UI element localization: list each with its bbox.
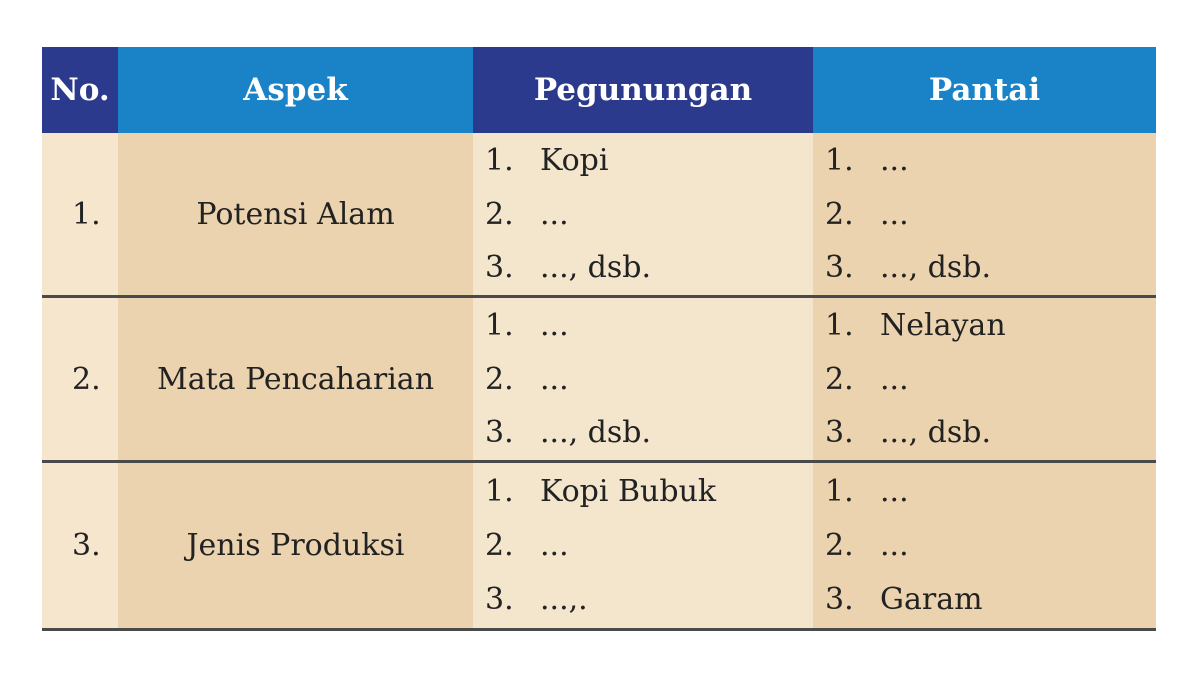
list-item: 2. ... xyxy=(485,361,569,397)
pantai-list xyxy=(813,298,1156,463)
list-item: 1. Kopi Bubuk xyxy=(485,473,717,509)
header-no: No. xyxy=(42,47,118,133)
list-item: 1. Kopi xyxy=(485,143,609,178)
list-item: 3. ..., dsb. xyxy=(485,250,652,285)
list-item: 1. ... xyxy=(825,143,909,178)
aspect-cell: Mata Pencaharian xyxy=(118,298,473,463)
header-pantai: Pantai xyxy=(813,47,1156,133)
row-number: 1. xyxy=(42,133,118,298)
row-number: 2. xyxy=(42,298,118,463)
aspect-cell: Potensi Alam xyxy=(118,133,473,298)
list-item: 3. Garam xyxy=(825,582,983,618)
list-item: 3. ..., dsb. xyxy=(825,415,992,450)
row-number: 3. xyxy=(42,463,118,628)
list-item: 3. ..., dsb. xyxy=(825,250,992,285)
list-item: 3. ..., dsb. xyxy=(485,415,652,450)
header-aspek: Aspek xyxy=(118,47,473,133)
pantai-list xyxy=(813,133,1156,298)
header-pegunungan: Pegunungan xyxy=(473,47,813,133)
list-item: 3. ...,. xyxy=(485,582,588,618)
list-item: 2. ... xyxy=(825,196,909,232)
list-item: 1. Nelayan xyxy=(825,308,1006,343)
pegunungan-list xyxy=(473,298,813,463)
list-item: 1. ... xyxy=(485,308,569,343)
list-item: 2. ... xyxy=(485,196,569,232)
pegunungan-list xyxy=(473,133,813,298)
list-item: 2. ... xyxy=(825,361,909,397)
comparison-table xyxy=(42,47,1156,631)
list-item: 2. ... xyxy=(825,528,909,563)
list-item: 1. ... xyxy=(825,473,909,509)
pegunungan-list xyxy=(473,463,813,628)
pantai-list xyxy=(813,463,1156,628)
aspect-cell: Jenis Produksi xyxy=(118,463,473,628)
list-item: 2. ... xyxy=(485,528,569,563)
